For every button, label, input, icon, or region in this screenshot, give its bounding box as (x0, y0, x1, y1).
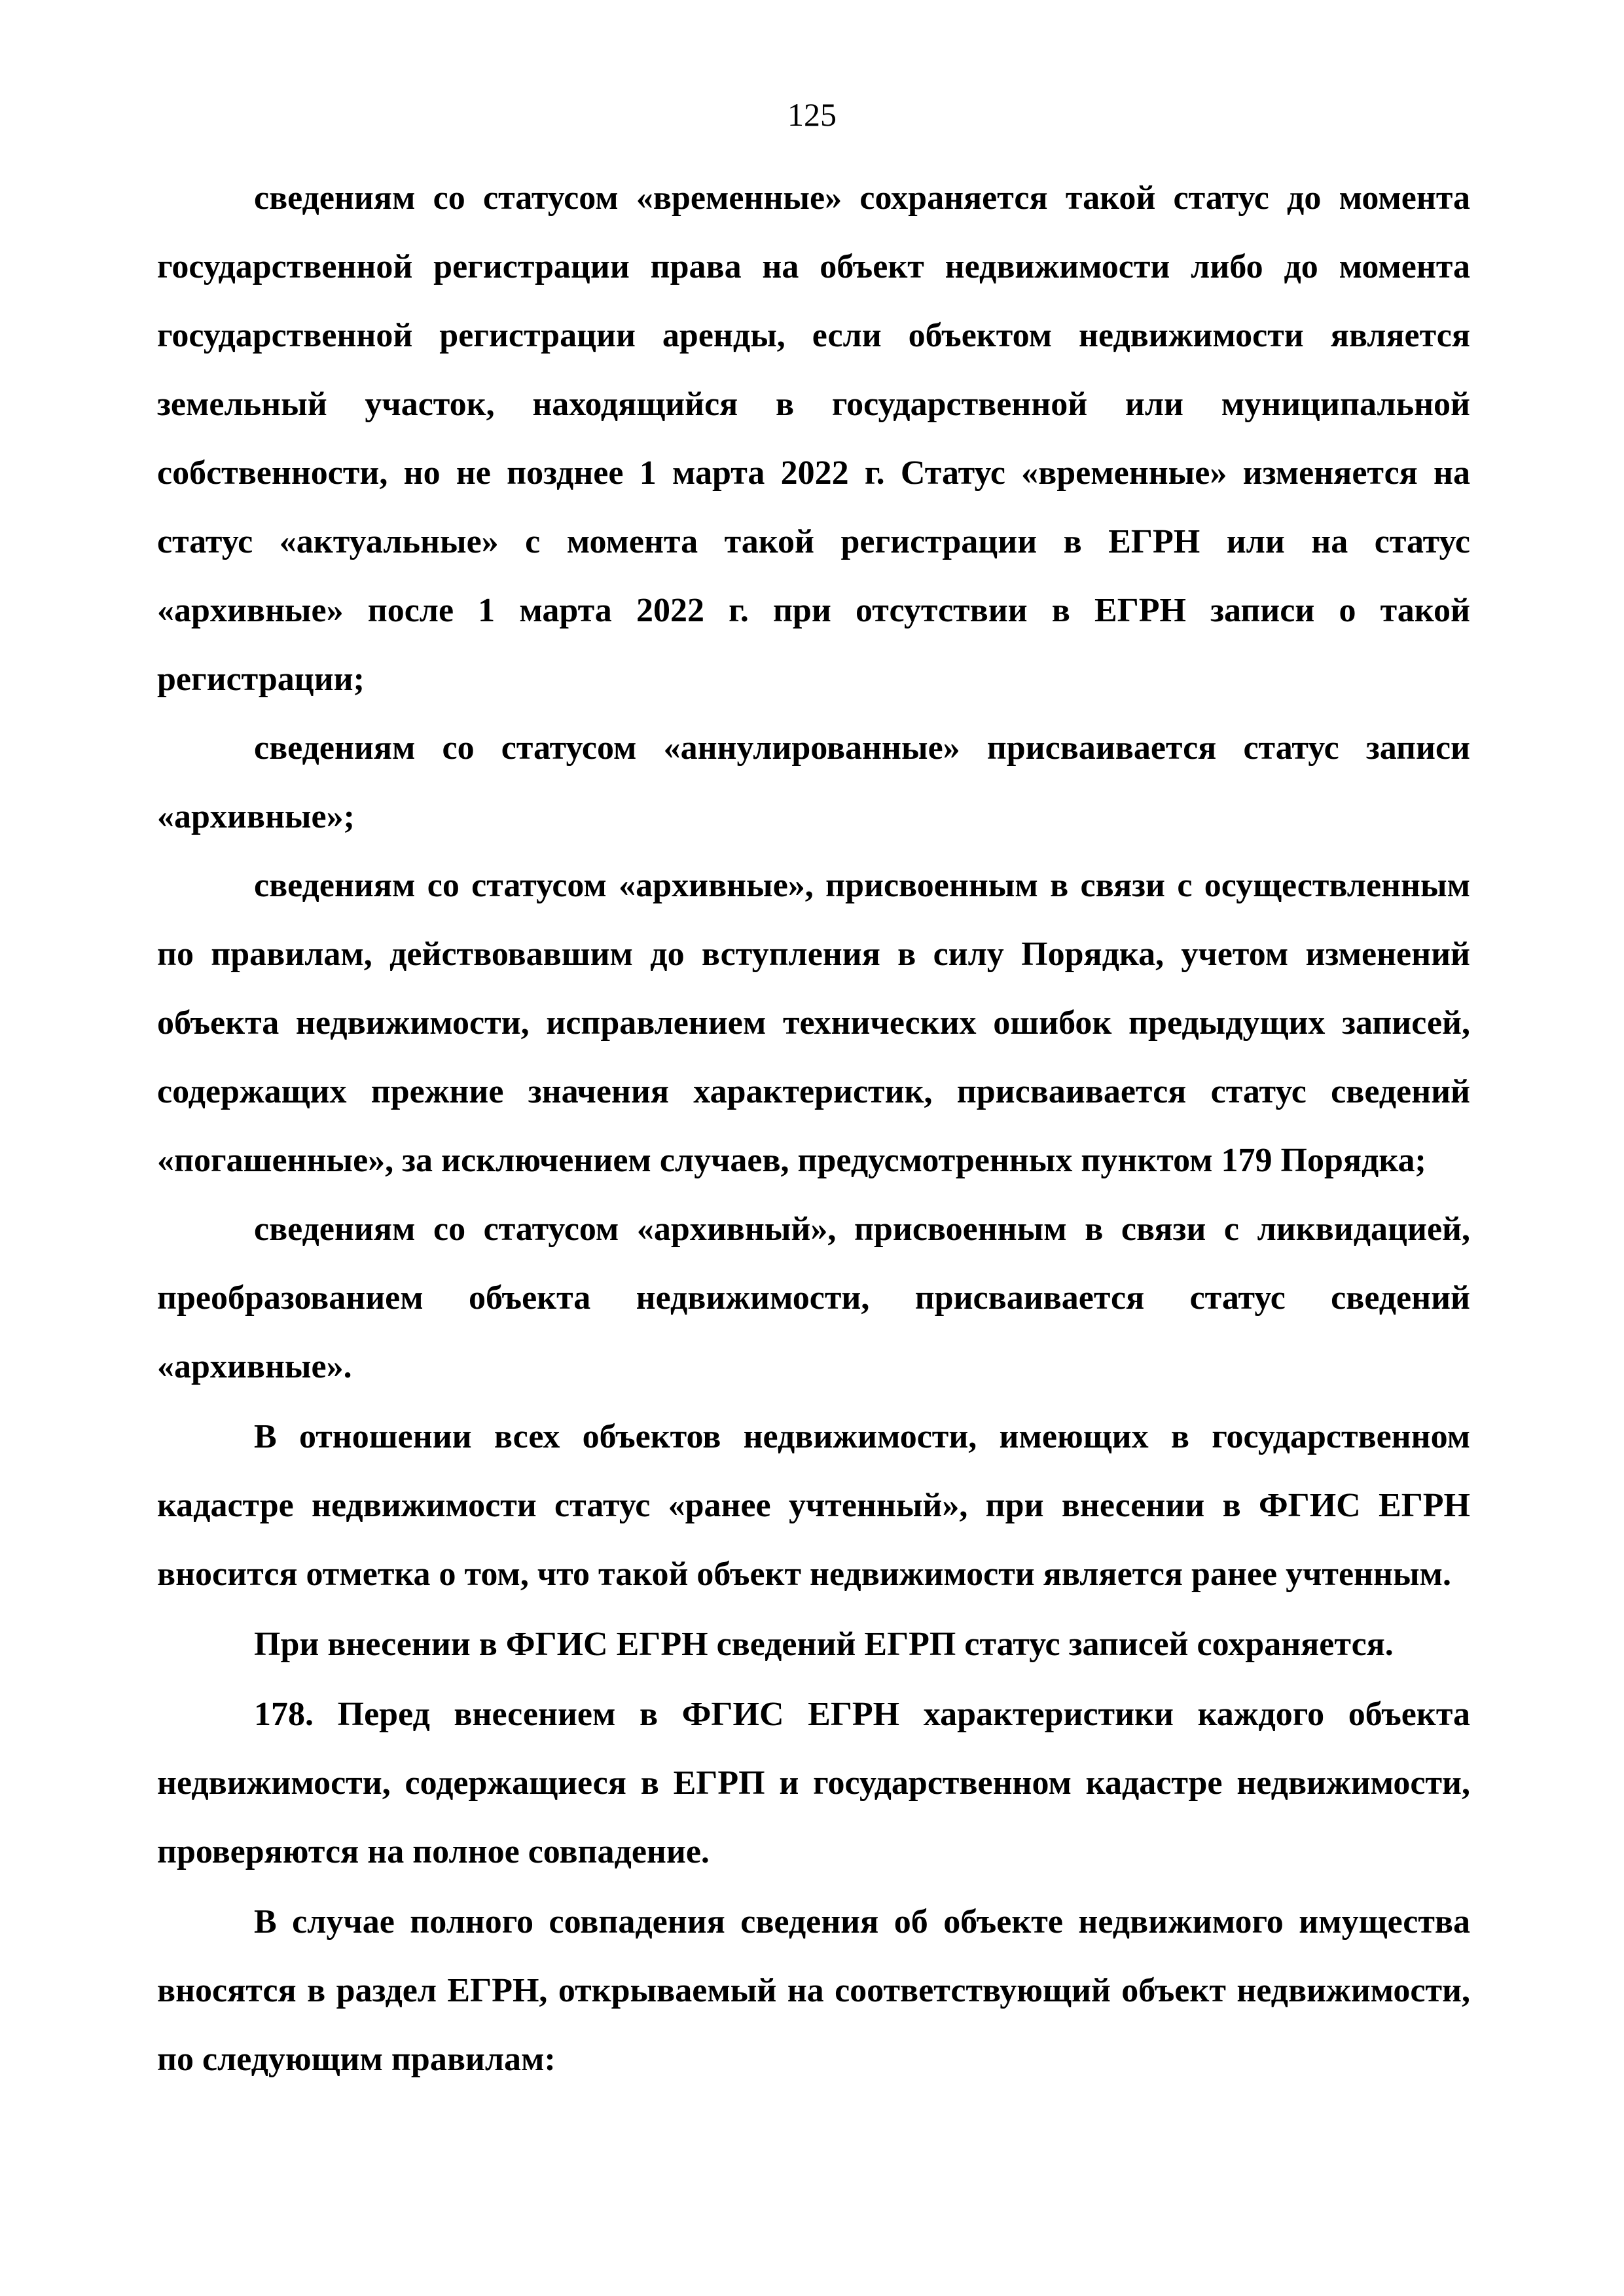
paragraph-full-match: В случае полного совпадения сведения об объекте недвижимого имущества вносятся в раздел ЕГРН, открываемый на соответствующий объект недвижимости, по следующим правилам: (157, 1903, 1470, 2078)
paragraph-annulled-status: сведениям со статусом «аннулированные» присваивается статус записи «архивные»; (157, 729, 1470, 835)
paragraph-temporary-status: сведениям со статусом «временные» сохраняется такой статус до момента государственной регистрации права на объект недвижимости либо до момента государственной регистрации аренды, если объектом недвижимости является земельный участок, находящийся в государственной или муниципальной собственности, но не позднее 1 марта 2022 г. Статус «временные» изменяется на статус «актуальные» с момента такой регистрации в ЕГРН или на статус «архивные» после 1 марта 2022 г. при отсутствии в ЕГРН записи о такой регистрации; (157, 179, 1470, 698)
paragraph-clause-178: 178. Перед внесением в ФГИС ЕГРН характеристики каждого объекта недвижимости, содержащиеся в ЕГРП и государственном кадастре недвижимости, проверяются на полное совпадение. (157, 1696, 1470, 1870)
paragraph-egrp-status: При внесении в ФГИС ЕГРН сведений ЕГРП статус записей сохраняется. (254, 1626, 1394, 1663)
page-number: 125 (787, 96, 837, 133)
paragraph-archived-status: сведениям со статусом «архивные», присвоенным в связи с осуществленным по правилам, действовавшим до вступления в силу Порядка, учетом изменений объекта недвижимости, исправлением технических ошибок предыдущих записей, содержащих прежние значения характеристик, присваивается статус сведений «погашенные», за исключением случаев, предусмотренных пунктом 179 Порядка; (157, 867, 1470, 1179)
paragraph-previously-registered: В отношении всех объектов недвижимости, имеющих в государственном кадастре недвижимости статус «ранее учтенный», при внесении в ФГИС ЕГРН вносится отметка о том, что такой объект недвижимости является ранее учтенным. (157, 1418, 1470, 1593)
paragraph-liquidation-status: сведениям со статусом «архивный», присвоенным в связи с ликвидацией, преобразованием объекта недвижимости, присваивается статус сведений «архивные». (157, 1211, 1470, 1385)
document-body (157, 164, 1470, 2094)
